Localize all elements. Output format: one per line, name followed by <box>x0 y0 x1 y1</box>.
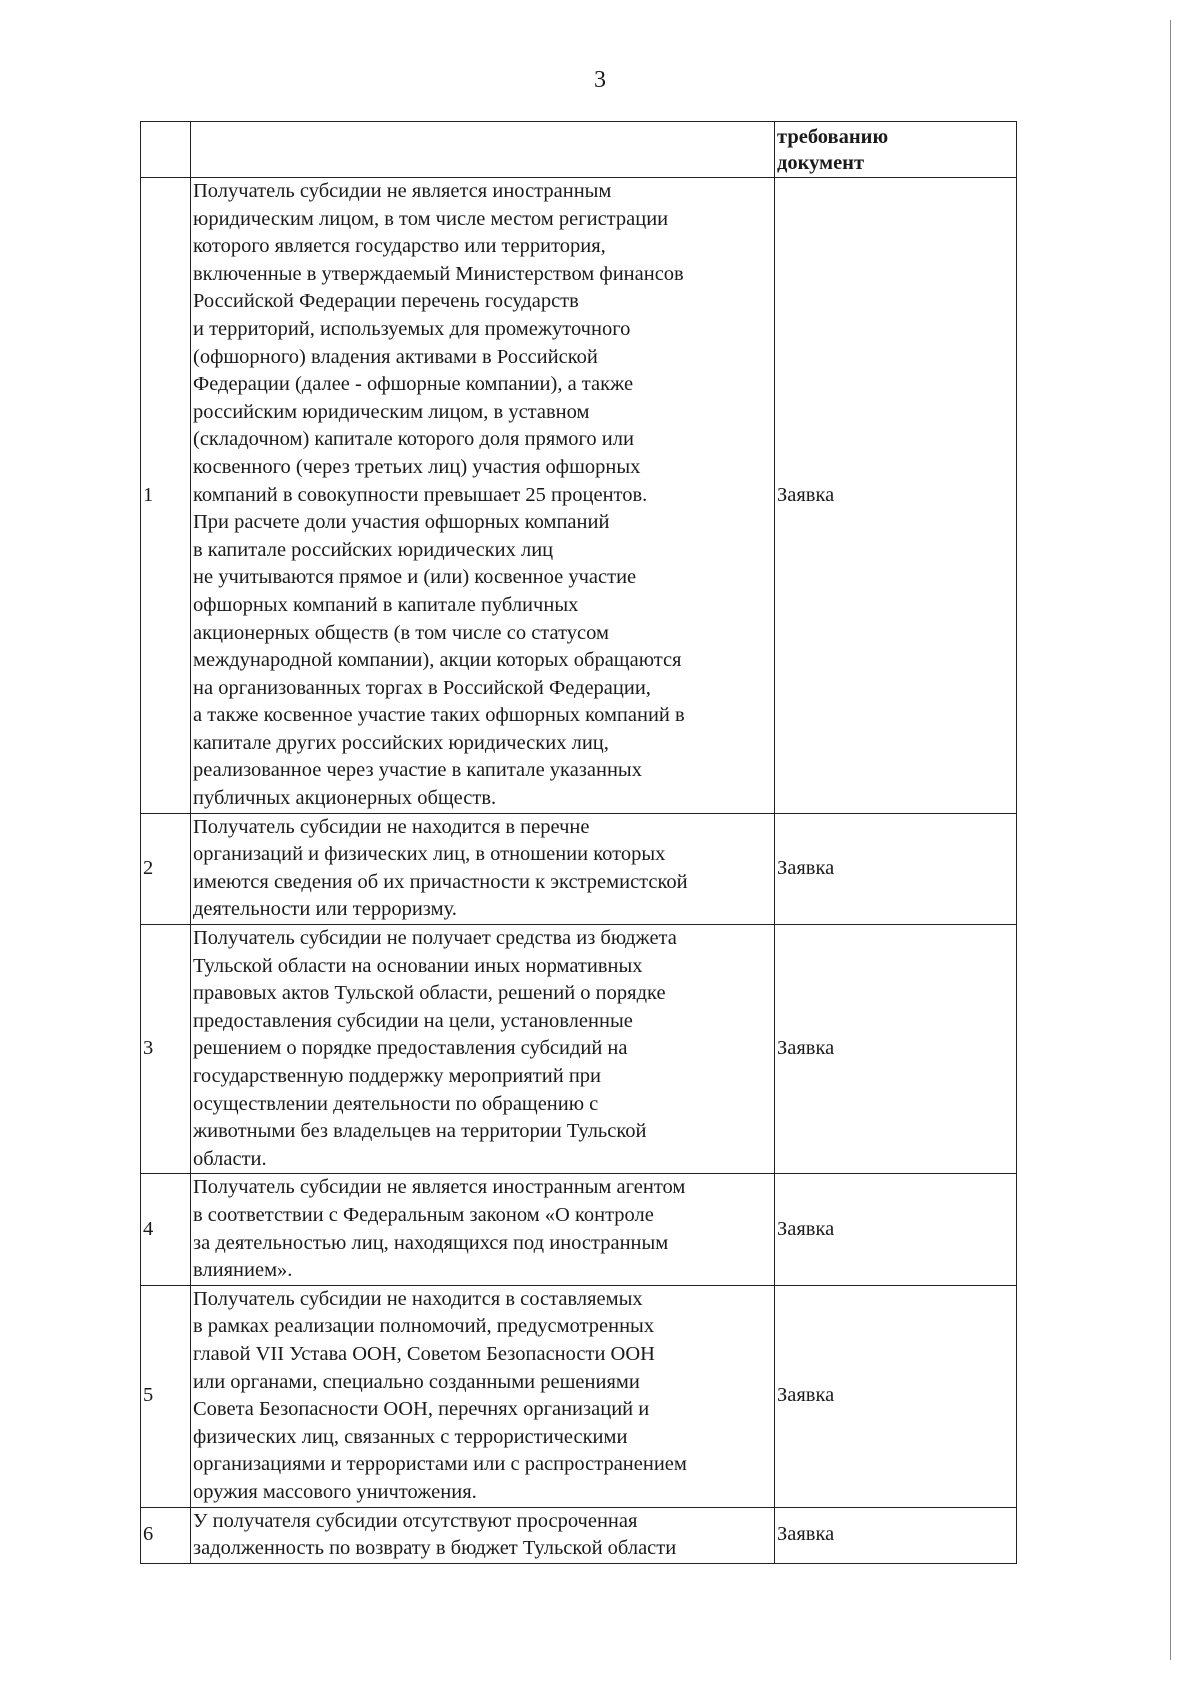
requirement-line: При расчете доли участия офшорных компаний <box>193 511 610 534</box>
requirement-line: юридическим лицом, в том числе местом регистрации <box>193 207 669 230</box>
row-requirement <box>191 1507 775 1563</box>
requirement-line: российским юридическим лицом, в уставном <box>193 400 590 423</box>
requirement-line: Совета Безопасности ООН, перечнях организаций и <box>193 1398 650 1421</box>
table-row <box>141 178 1017 814</box>
row-number: 5 <box>141 1285 191 1507</box>
table-row <box>141 813 1017 924</box>
requirement-line: Российской Федерации перечень государств <box>193 290 579 313</box>
requirement-line: деятельности или терроризму. <box>193 898 457 921</box>
row-document: Заявка <box>775 1285 1017 1507</box>
requirement-line: или органами, специально созданными решениями <box>193 1370 640 1393</box>
row-requirement <box>191 925 775 1174</box>
table-row <box>141 925 1017 1174</box>
requirement-line: имеются сведения об их причастности к экстремистской <box>193 870 688 893</box>
header-cell-document <box>775 122 1017 178</box>
requirement-line: компаний в совокупности превышает 25 процентов. <box>193 483 648 506</box>
requirement-line: Получатель субсидии не находится в перечне <box>193 815 590 838</box>
requirement-line: Тульской области на основании иных нормативных <box>193 954 643 977</box>
row-requirement <box>191 1174 775 1285</box>
row-document: Заявка <box>775 925 1017 1174</box>
requirement-line: публичных акционерных обществ. <box>193 787 497 810</box>
row-number: 6 <box>141 1507 191 1563</box>
header-cell-requirement <box>191 122 775 178</box>
page-number: 3 <box>594 67 606 93</box>
requirement-line: офшорных компаний в капитале публичных <box>193 593 579 616</box>
table-row <box>141 1285 1017 1507</box>
row-document: Заявка <box>775 178 1017 814</box>
requirement-line: решением о порядке предоставления субсидий на <box>193 1037 628 1060</box>
requirement-line: животными без владельцев на территории Тульской <box>193 1120 647 1143</box>
scan-margin-line <box>1170 20 1171 1660</box>
header-cell-number <box>141 122 191 178</box>
row-document: Заявка <box>775 1507 1017 1563</box>
requirement-line: государственную поддержку мероприятий при <box>193 1065 602 1087</box>
requirement-line: главой VII Устава ООН, Советом Безопасности ООН <box>193 1342 655 1365</box>
row-requirement <box>191 178 775 814</box>
requirement-line: включенные в утверждаемый Министерством финансов <box>193 262 684 285</box>
row-number: 4 <box>141 1174 191 1285</box>
requirements-table <box>140 121 1017 1564</box>
requirement-line: У получателя субсидии отсутствуют просроченная <box>193 1509 638 1532</box>
requirement-line: предоставления субсидии на цели, установленные <box>193 1009 633 1032</box>
header-document-line: требованию <box>777 125 889 148</box>
requirement-line: (складочном) капитале которого доля прямого или <box>193 428 634 451</box>
row-requirement <box>191 1285 775 1507</box>
requirement-line: (офшорного) владения активами в Российской <box>193 345 598 368</box>
requirement-line: физических лиц, связанных с террористическими <box>193 1425 628 1448</box>
requirement-line: которого является государство или территория, <box>193 235 606 258</box>
requirement-line: в соответствии с Федеральным законом «О контроле <box>193 1203 654 1226</box>
requirement-line: области. <box>193 1147 267 1170</box>
requirement-line: Получатель субсидии не находится в составляемых <box>193 1287 643 1310</box>
requirement-line: задолженность по возврату в бюджет Тульской области <box>193 1537 677 1560</box>
row-document: Заявка <box>775 813 1017 924</box>
table-row <box>141 1174 1017 1285</box>
requirement-line: оружия массового уничтожения. <box>193 1480 477 1503</box>
requirement-line: организациями и террористами или с распространением <box>193 1453 687 1476</box>
requirement-line: Получатель субсидии не является иностранным агентом <box>193 1176 686 1199</box>
header-document-line: документ <box>777 151 865 174</box>
requirement-line: Получатель субсидии не является иностранным <box>193 180 612 202</box>
requirement-line: акционерных обществ (в том числе со статусом <box>193 621 609 644</box>
requirement-line: Получатель субсидии не получает средства из бюджета <box>193 927 677 950</box>
row-number: 2 <box>141 813 191 924</box>
requirement-line: на организованных торгах в Российской Федерации, <box>193 676 651 699</box>
table-row <box>141 1507 1017 1563</box>
row-document: Заявка <box>775 1174 1017 1285</box>
requirement-line: не учитываются прямое и (или) косвенное участие <box>193 566 637 589</box>
requirement-line: за деятельностью лиц, находящихся под иностранным <box>193 1231 669 1254</box>
requirement-line: правовых актов Тульской области, решений о порядке <box>193 982 666 1005</box>
requirement-line: и территорий, используемых для промежуточного <box>193 317 631 340</box>
requirement-line: капитале других российских юридических лиц, <box>193 731 609 754</box>
requirement-line: а также косвенное участие таких офшорных компаний в <box>193 704 685 727</box>
table-header-row <box>141 122 1017 178</box>
row-requirement <box>191 813 775 924</box>
row-number: 1 <box>141 178 191 814</box>
requirement-line: косвенного (через третьих лиц) участия офшорных <box>193 455 641 478</box>
requirement-line: в рамках реализации полномочий, предусмотренных <box>193 1315 655 1338</box>
requirement-line: международной компании), акции которых обращаются <box>193 649 682 672</box>
requirement-line: в капитале российских юридических лиц <box>193 538 554 561</box>
requirement-line: осуществлении деятельности по обращению с <box>193 1092 599 1115</box>
requirement-line: влиянием». <box>193 1259 293 1282</box>
requirement-line: реализованное через участие в капитале указанных <box>193 759 642 782</box>
requirement-line: Федерации (далее - офшорные компании), а также <box>193 373 634 396</box>
row-number: 3 <box>141 925 191 1174</box>
requirement-line: организаций и физических лиц, в отношении которых <box>193 843 666 866</box>
